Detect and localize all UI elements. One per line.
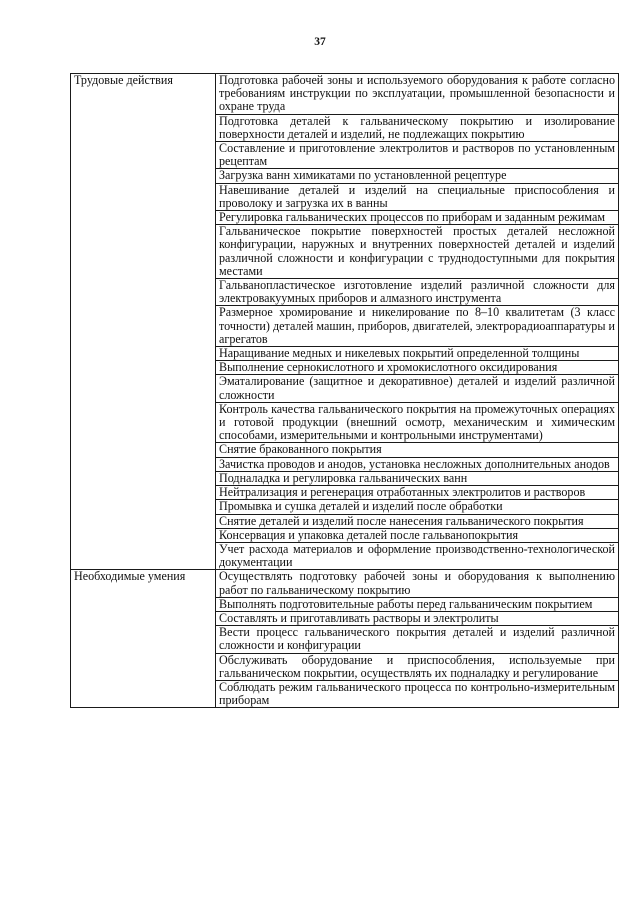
- list-item: Промывка и сушка деталей и изделий после обработки: [216, 500, 619, 514]
- list-item: Подготовка деталей к гальваническому покрытию и изолирование поверхности деталей и изделий, не подлежащих покрытию: [216, 114, 619, 141]
- requirements-table: [70, 73, 619, 708]
- list-item: Регулировка гальванических процессов по приборам и заданным режимам: [216, 211, 619, 225]
- list-item: Подготовка рабочей зоны и используемого оборудования к работе согласно требованиям инструкции по эксплуатации, промышленной безопасности и охране труда: [216, 74, 619, 115]
- requirements-table-body: [71, 74, 619, 708]
- list-item: Учет расхода материалов и оформление производственно-технологической документации: [216, 542, 619, 569]
- table-row: [71, 570, 619, 597]
- list-item: Зачистка проводов и анодов, установка несложных дополнительных анодов: [216, 457, 619, 471]
- list-item: Размерное хромирование и никелирование по 8–10 квалитетам (3 класс точности) деталей машин, приборов, двигателей, электрорадиоаппаратуры и агрегатов: [216, 306, 619, 347]
- list-item: Загрузка ванн химикатами по установленной рецептуре: [216, 169, 619, 183]
- section-label: Трудовые действия: [71, 74, 216, 570]
- list-item: Эматалирование (защитное и декоративное) деталей и изделий различной сложности: [216, 375, 619, 402]
- list-item: Гальваническое покрытие поверхностей простых деталей несложной конфигурации, наружных и внутренних поверхностей деталей и изделий различной сложности и конфигурации с труднодоступными для покрытия местами: [216, 225, 619, 279]
- section-label: Необходимые умения: [71, 570, 216, 708]
- list-item: Составление и приготовление электролитов и растворов по установленным рецептам: [216, 142, 619, 169]
- list-item: Выполнение сернокислотного и хромокислотного оксидирования: [216, 361, 619, 375]
- list-item: Гальванопластическое изготовление изделий различной сложности для электровакуумных приборов и алмазного инструмента: [216, 279, 619, 306]
- list-item: Нейтрализация и регенерация отработанных электролитов и растворов: [216, 486, 619, 500]
- list-item: Навешивание деталей и изделий на специальные приспособления и проволоку и загрузка их в ванны: [216, 183, 619, 210]
- list-item: Консервация и упаковка деталей после гальванопокрытия: [216, 528, 619, 542]
- list-item: Наращивание медных и никелевых покрытий определенной толщины: [216, 347, 619, 361]
- table-row: [71, 74, 619, 115]
- list-item: Соблюдать режим гальванического процесса по контрольно-измерительным приборам: [216, 680, 619, 707]
- page-number: 37: [314, 36, 326, 48]
- list-item: Снятие бракованного покрытия: [216, 443, 619, 457]
- list-item: Контроль качества гальванического покрытия на промежуточных операциях и готовой продукции (внешний осмотр, механическим и химическим способами, измерительными и контрольными инструментами): [216, 402, 619, 443]
- list-item: Вести процесс гальванического покрытия деталей и изделий различной сложности и конфигурации: [216, 626, 619, 653]
- list-item: Подналадка и регулировка гальванических ванн: [216, 471, 619, 485]
- list-item: Выполнять подготовительные работы перед гальваническим покрытием: [216, 597, 619, 611]
- list-item: Составлять и приготавливать растворы и электролиты: [216, 611, 619, 625]
- list-item: Снятие деталей и изделий после нанесения гальванического покрытия: [216, 514, 619, 528]
- list-item: Обслуживать оборудование и приспособления, используемые при гальваническом покрытии, осуществлять их подналадку и регулирование: [216, 653, 619, 680]
- list-item: Осуществлять подготовку рабочей зоны и оборудования к выполнению работ по гальваническому покрытию: [216, 570, 619, 597]
